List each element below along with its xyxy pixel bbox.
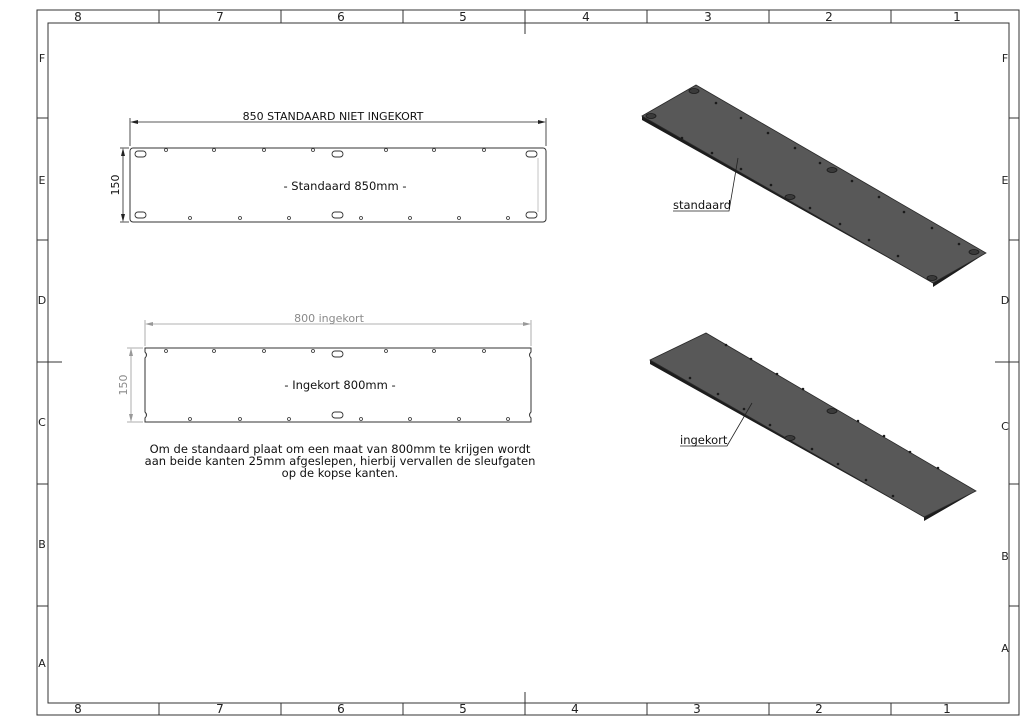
col-label-7-top: 7 xyxy=(216,10,224,24)
row-label-c-right: C xyxy=(1001,420,1009,433)
col-label-3-bottom: 3 xyxy=(693,702,701,716)
row-label-a-left: A xyxy=(38,657,46,670)
row-label-f-left: F xyxy=(38,52,46,65)
dimension-text-150-standard: 150 xyxy=(109,174,122,196)
note-line-2: aan beide kanten 25mm afgeslepen, hierbij vervallen de sleufgaten xyxy=(144,454,536,468)
iso-plate-top-standard xyxy=(642,85,986,283)
iso-label-shortened: ingekort xyxy=(680,433,728,447)
row-label-d-left: D xyxy=(37,294,47,307)
col-label-6-top: 6 xyxy=(337,10,345,24)
col-label-4-top: 4 xyxy=(582,10,590,24)
col-label-4-bottom: 4 xyxy=(571,702,579,716)
row-label-b-left: B xyxy=(38,538,46,551)
iso-label-standard: standaard xyxy=(673,198,732,212)
col-label-2-top: 2 xyxy=(825,10,833,24)
row-labels-left xyxy=(38,52,46,670)
row-label-e-right: E xyxy=(1001,174,1009,187)
col-label-2-bottom: 2 xyxy=(815,702,823,716)
col-label-8-top: 8 xyxy=(74,10,82,24)
col-label-8-bottom: 8 xyxy=(74,702,82,716)
col-label-1-bottom: 1 xyxy=(943,702,951,716)
explanatory-note xyxy=(120,443,560,479)
iso-plate-top-shortened xyxy=(650,333,976,517)
note-line-1: Om de standaard plaat om een maat van 800mm te krijgen wordt xyxy=(149,442,531,456)
row-label-f-right: F xyxy=(1001,52,1009,65)
row-label-a-right: A xyxy=(1001,642,1009,655)
iso-view-shortened xyxy=(650,333,976,521)
note-line-3: op de kopse kanten. xyxy=(281,466,399,480)
row-label-c-left: C xyxy=(38,416,46,429)
col-label-5-top: 5 xyxy=(459,10,467,24)
column-labels-bottom xyxy=(74,702,951,716)
row-label-d-right: D xyxy=(1000,294,1010,307)
row-label-e-left: E xyxy=(38,174,46,187)
col-label-7-bottom: 7 xyxy=(216,702,224,716)
dimension-text-850: 850 STANDAARD NIET INGEKORT xyxy=(242,110,424,123)
plate-label-shortened: - Ingekort 800mm - xyxy=(284,378,396,392)
col-label-5-bottom: 5 xyxy=(459,702,467,716)
col-label-1-top: 1 xyxy=(953,10,961,24)
column-labels-top xyxy=(74,10,961,24)
dimension-text-800: 800 ingekort xyxy=(294,312,364,325)
row-label-b-right: B xyxy=(1001,550,1009,563)
col-label-6-bottom: 6 xyxy=(337,702,345,716)
top-view-shortened xyxy=(117,312,531,422)
iso-view-standard xyxy=(642,85,986,287)
top-view-standard xyxy=(109,110,546,222)
plate-label-standard: - Standaard 850mm - xyxy=(283,179,407,193)
dimension-text-150-shortened: 150 xyxy=(117,374,130,396)
row-labels-right xyxy=(1001,52,1009,655)
col-label-3-top: 3 xyxy=(704,10,712,24)
